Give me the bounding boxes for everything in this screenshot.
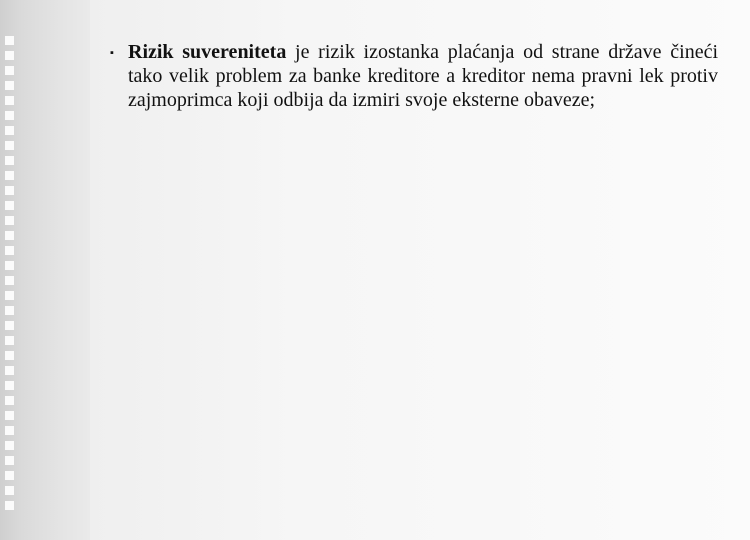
decorative-square [5,351,14,360]
decorative-square [5,336,14,345]
decorative-square [5,291,14,300]
decorative-square [5,426,14,435]
decorative-square [5,321,14,330]
decorative-square [5,201,14,210]
decorative-square-column [5,36,19,510]
decorative-square [5,261,14,270]
decorative-square [5,96,14,105]
decorative-square [5,456,14,465]
slide-content [110,40,718,112]
decorative-square [5,486,14,495]
decorative-square [5,81,14,90]
decorative-square [5,51,14,60]
square-bullet-icon: ▪ [110,47,114,59]
decorative-square [5,216,14,225]
decorative-square [5,501,14,510]
decorative-square [5,111,14,120]
decorative-square [5,366,14,375]
bullet-item [110,40,718,112]
decorative-square [5,306,14,315]
decorative-square [5,171,14,180]
decorative-square [5,276,14,285]
left-decorative-band [0,0,90,540]
bullet-term: Rizik suvereniteta [128,41,287,63]
decorative-square [5,126,14,135]
decorative-square [5,396,14,405]
decorative-square [5,66,14,75]
decorative-square [5,471,14,480]
bullet-definition: je rizik izostanka plaćanja od strane države čineći tako velik problem za banke kreditore a kreditor nema pravni lek protiv zajmoprimca koji odbija da izmiri svoje eksterne obaveze; [128,41,719,111]
decorative-square [5,231,14,240]
decorative-square [5,186,14,195]
decorative-square [5,411,14,420]
bullet-text [128,40,718,112]
decorative-square [5,156,14,165]
decorative-square [5,246,14,255]
decorative-square [5,441,14,450]
decorative-square [5,141,14,150]
decorative-square [5,36,14,45]
decorative-square [5,381,14,390]
